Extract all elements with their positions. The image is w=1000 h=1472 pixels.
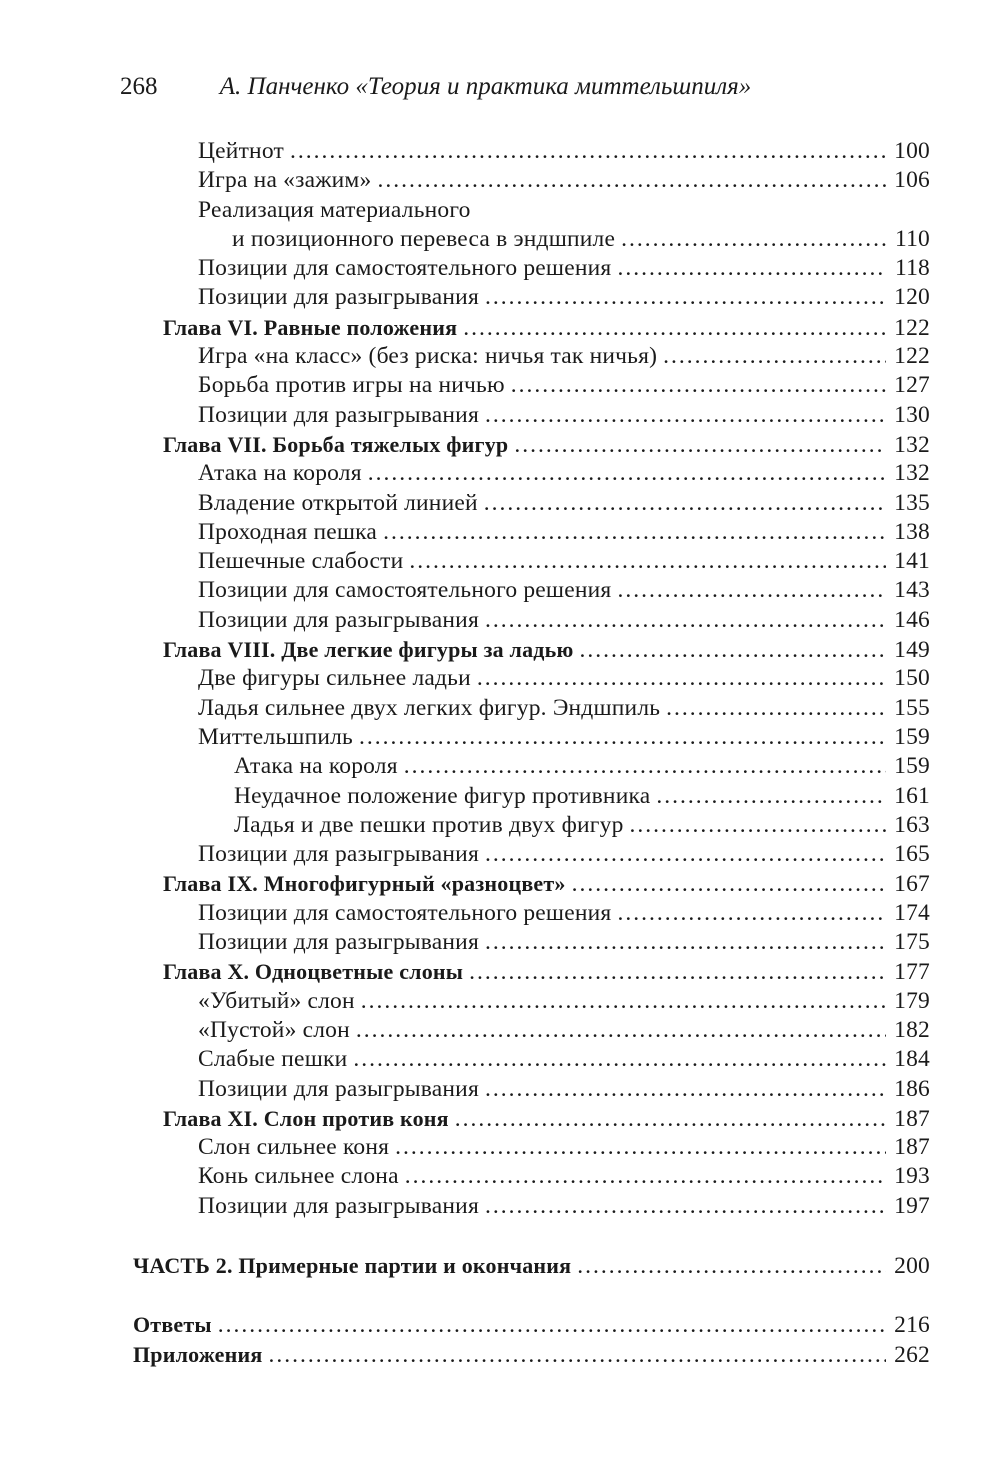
running-title: А. Панченко «Теория и практика миттельшпиля» (219, 73, 752, 100)
toc-entry[interactable] (0, 342, 1000, 371)
toc-entry[interactable] (0, 459, 1000, 488)
toc-entry[interactable] (0, 694, 1000, 723)
dot-leader (485, 1075, 886, 1104)
dot-leader (617, 576, 886, 605)
toc-entry[interactable] (0, 899, 1000, 928)
toc-entry-title: «Пустой» слон (198, 1016, 350, 1043)
dot-leader (577, 1252, 886, 1281)
toc-entry-title: Позиции для разыгрывания (198, 1192, 479, 1219)
toc-chapter-title: Глава IX. Многофигурный «разноцвет» (163, 871, 566, 897)
toc-entry-title: Атака на короля (234, 753, 398, 780)
toc-entry[interactable] (0, 840, 1000, 869)
dot-leader (617, 254, 886, 283)
toc-entry-page: 143 (894, 577, 930, 604)
toc-entry-page: 122 (894, 314, 930, 341)
dot-leader (621, 225, 886, 254)
dot-leader (630, 811, 886, 840)
toc-part-title: ЧАСТЬ 2. Примерные партии и окончания (133, 1252, 572, 1278)
toc-entry-page: 163 (894, 811, 930, 838)
toc-entry[interactable] (0, 1045, 1000, 1074)
toc-entry-title: Позиции для самостоятельного решения (198, 255, 612, 282)
toc-entry-page: 130 (894, 401, 930, 428)
dot-leader (405, 1162, 886, 1191)
toc-entry[interactable] (0, 547, 1000, 576)
toc-entry[interactable] (0, 811, 1000, 840)
toc-entry[interactable] (0, 254, 1000, 283)
dot-leader (353, 1045, 886, 1074)
toc-entry-page: 187 (894, 1134, 930, 1161)
dot-leader (485, 1192, 886, 1221)
toc-entry-page: 110 (895, 225, 930, 252)
dot-leader (290, 137, 886, 166)
toc-entry-title: Позиции для самостоятельного решения (198, 899, 612, 926)
toc-entry-page: 165 (894, 841, 930, 868)
toc-entry[interactable] (0, 283, 1000, 312)
toc-chapter-title: Глава X. Одноцветные слоны (163, 959, 464, 985)
toc-entry[interactable] (0, 782, 1000, 811)
toc-entry-title: Атака на короля (198, 460, 362, 487)
toc-part-title: Ответы (133, 1312, 212, 1338)
dot-leader (656, 782, 886, 811)
toc-entry[interactable] (0, 166, 1000, 195)
toc-entry[interactable] (0, 137, 1000, 166)
toc-entry-title: Цейтнот (198, 138, 284, 164)
toc-entry-page: 155 (894, 694, 930, 721)
dot-leader (377, 166, 886, 195)
toc-entry[interactable] (0, 1075, 1000, 1104)
toc-entry-page: 138 (894, 518, 930, 545)
dot-leader (485, 401, 886, 430)
toc-entry[interactable] (0, 723, 1000, 752)
toc-chapter-title: Глава VII. Борьба тяжелых фигур (163, 431, 509, 457)
toc-entry-title: Реализация материального (198, 196, 471, 223)
toc-entry[interactable] (0, 1133, 1000, 1162)
toc-entry[interactable] (0, 518, 1000, 547)
toc-entry-page: 150 (894, 665, 930, 692)
dot-leader (617, 899, 886, 928)
toc-entry-title: Пешечные слабости (198, 548, 404, 575)
toc-entry-page: 262 (894, 1341, 930, 1368)
dot-leader (579, 636, 886, 665)
dot-leader (404, 752, 886, 781)
dot-leader (361, 987, 886, 1016)
toc-chapter[interactable] (0, 869, 1000, 898)
toc-chapter[interactable] (0, 430, 1000, 459)
toc-entry[interactable] (0, 371, 1000, 400)
toc-entry-page: 159 (894, 753, 930, 780)
toc-entry[interactable] (0, 606, 1000, 635)
dot-leader (485, 283, 886, 312)
toc-entry-title: Миттельшпиль (198, 723, 353, 750)
toc-entry-title: Две фигуры сильнее ладьи (198, 665, 471, 692)
toc-entry[interactable] (0, 928, 1000, 957)
toc-entry-page: 193 (894, 1163, 930, 1190)
toc-entry-title: Проходная пешка (198, 518, 378, 545)
dot-leader (511, 371, 886, 400)
dot-leader (356, 1016, 886, 1045)
toc-entry[interactable] (0, 1162, 1000, 1191)
dot-leader (663, 342, 886, 371)
dot-leader (383, 518, 886, 547)
toc-entry-title: Позиции для разыгрывания (198, 606, 479, 633)
toc-entry-page: 135 (894, 489, 930, 516)
dot-leader (477, 664, 886, 693)
toc-entry[interactable] (0, 196, 1000, 225)
toc-chapter[interactable] (0, 957, 1000, 986)
toc-entry-title: Слабые пешки (198, 1046, 348, 1073)
toc-entry-page: 186 (894, 1075, 930, 1102)
dot-leader (514, 431, 886, 460)
toc-entry-page: 118 (895, 255, 930, 282)
toc-entry-page: 146 (894, 606, 930, 633)
toc-chapter[interactable] (0, 313, 1000, 342)
dot-leader (269, 1341, 887, 1370)
toc-entry[interactable] (0, 489, 1000, 518)
toc-entry-page: 187 (894, 1105, 930, 1132)
toc-entry-title: Неудачное положение фигур противника (234, 782, 651, 809)
toc-entry-title: и позиционного перевеса в эндшпиле (232, 225, 616, 252)
toc-entry-title: Ладья сильнее двух легких фигур. Эндшпиль (198, 694, 661, 721)
toc-entry[interactable] (0, 664, 1000, 693)
toc-chapter-title: Глава VIII. Две легкие фигуры за ладью (163, 637, 574, 663)
dot-leader (463, 314, 886, 343)
toc-entry-title: Слон сильнее коня (198, 1134, 390, 1161)
toc-entry[interactable] (0, 752, 1000, 781)
dot-leader (455, 1105, 886, 1134)
toc-section-answers[interactable] (0, 1310, 1000, 1339)
toc-entry-page: 127 (894, 372, 930, 399)
toc-entry-page: 216 (894, 1312, 930, 1339)
toc-entry-page: 141 (894, 548, 930, 575)
toc-entry-title: «Убитый» слон (198, 987, 355, 1014)
toc-entry-title: Позиции для разыгрывания (198, 929, 479, 956)
dot-leader (409, 547, 886, 576)
dot-leader (485, 840, 886, 869)
dot-leader (359, 723, 886, 752)
toc-entry[interactable] (0, 1192, 1000, 1221)
dot-leader (395, 1133, 886, 1162)
toc-chapter-title: Глава VI. Равные положения (163, 314, 458, 340)
toc-entry-title: Борьба против игры на ничью (198, 372, 505, 399)
toc-entry-page: 120 (894, 284, 930, 311)
toc-entry-page: 200 (894, 1252, 930, 1279)
toc-entry-page: 177 (894, 959, 930, 986)
toc-entry-title: Игра на «зажим» (198, 167, 372, 194)
dot-leader (218, 1311, 886, 1340)
toc-entry[interactable] (0, 987, 1000, 1016)
toc-entry-title: Конь сильнее слона (198, 1163, 399, 1190)
toc-entry[interactable] (0, 1016, 1000, 1045)
toc-chapter[interactable] (0, 635, 1000, 664)
toc-entry-title: Позиции для разыгрывания (198, 841, 479, 868)
page-number: 268 (120, 73, 158, 100)
toc-entry-page: 182 (894, 1016, 930, 1043)
toc-entry-title: Позиции для самостоятельного решения (198, 577, 612, 604)
toc-entry-title: Позиции для разыгрывания (198, 284, 479, 311)
dot-leader (368, 459, 886, 488)
toc-chapter[interactable] (0, 1104, 1000, 1133)
toc-entry-title: Владение открытой линией (198, 489, 478, 516)
toc-entry-page: 122 (894, 343, 930, 370)
toc-entry-page: 159 (894, 723, 930, 750)
toc-entry-page: 132 (894, 460, 930, 487)
toc-entry-page: 149 (894, 637, 930, 664)
toc-entry-page: 167 (894, 871, 930, 898)
toc-entry[interactable] (0, 225, 1000, 254)
toc-entry[interactable] (0, 576, 1000, 605)
toc-entry-page: 174 (894, 899, 930, 926)
toc-part-title: Приложения (133, 1341, 263, 1367)
dot-leader (469, 958, 886, 987)
page-header (120, 70, 880, 104)
dot-leader (485, 928, 886, 957)
toc-entry-page: 197 (894, 1192, 930, 1219)
toc-entry-title: Позиции для разыгрывания (198, 1075, 479, 1102)
toc-entry-page: 100 (894, 138, 930, 164)
toc-entry-page: 179 (894, 987, 930, 1014)
toc-entry[interactable] (0, 401, 1000, 430)
toc-entry-page: 161 (894, 782, 930, 809)
toc-entry-page: 175 (894, 929, 930, 956)
dot-leader (484, 489, 886, 518)
toc-entry-page: 106 (894, 167, 930, 194)
toc-section-appendices[interactable] (0, 1340, 1000, 1369)
toc-chapter-title: Глава XI. Слон против коня (163, 1105, 449, 1131)
toc-entry-title: Ладья и две пешки против двух фигур (234, 811, 624, 838)
table-of-contents (0, 137, 1000, 1369)
toc-entry-title: Позиции для разыгрывания (198, 401, 479, 428)
dot-leader (666, 694, 886, 723)
dot-leader (485, 606, 886, 635)
toc-entry-page: 184 (894, 1046, 930, 1073)
toc-entry-page: 132 (894, 431, 930, 458)
toc-entry-title: Игра «на класс» (без риска: ничья так ничья) (198, 343, 658, 370)
dot-leader (572, 870, 886, 899)
toc-part[interactable] (0, 1251, 1000, 1280)
